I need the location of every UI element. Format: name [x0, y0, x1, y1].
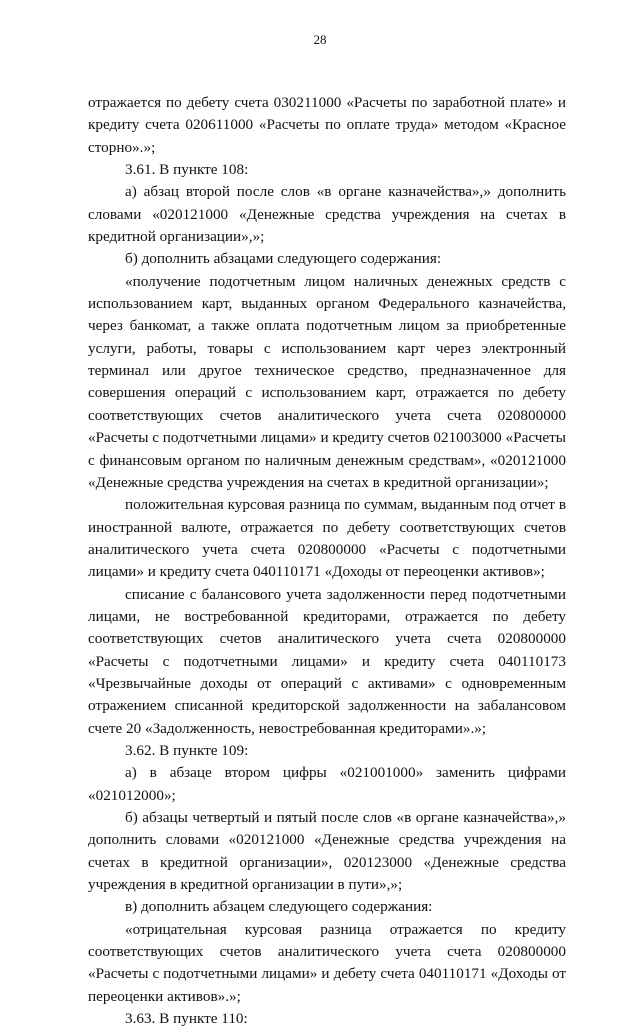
paragraph: «получение подотчетным лицом наличных денежных средств с использованием карт, выданных органом Федерального казначейства, через банкомат, а также оплата подотчетным лицом за приобретенные услуги, работы, товары с использованием карт через электронный терминал или другое техническое средство, предназначенное для совершения операций с использованием карт, отражается по дебету соответствующих счетов аналитического учета счета 020800000 «Расчеты с подотчетными лицами» и кредиту счетов 021003000 «Расчеты с финансовым органом по наличным денежным средствам», «020121000 «Денежные средства учреждения на счетах в кредитной организации»; [88, 272, 566, 491]
paragraph: б) абзацы четвертый и пятый после слов «в органе казначейства»,» дополнить словами «020121000 «Денежные средства учреждения на счетах в кредитной организации», 020123000 «Денежные средства учреждения в кредитной организации в пути»,»; [88, 809, 566, 894]
paragraph: положительная курсовая разница по суммам, выданным под отчет в иностранной валюте, отражается по дебету соответствующих счетов аналитического учета счета 020800000 «Расчеты с подотчетными лицами» и кредиту счета 040110171 «Доходы от переоценки активов»; [88, 496, 566, 581]
paragraph: 3.62. В пункте 109: [125, 741, 249, 759]
paragraph: 3.63. В пункте 110: [125, 1010, 248, 1028]
paragraph: а) в абзаце втором цифры «021001000» заменить цифрами «021012000»; [88, 764, 566, 804]
paragraph: 3.61. В пункте 108: [125, 161, 249, 179]
paragraph: отражается по дебету счета 030211000 «Расчеты по заработной плате» и кредиту счета 020611000 «Расчеты по оплате труда» методом «Красное сторно».»; [88, 94, 566, 156]
paragraph: списание с балансового учета задолженности перед подотчетными лицами, не востребованной кредиторами, отражается по дебету соответствующих счетов аналитического учета счета 020800000 «Расчеты с подотчетными лицами» и кредиту счета 040110173 «Чрезвычайные доходы от операций с активами» с одновременным отражением списанной кредиторской задолженности на забалансовом счете 20 «Задолженность, невостребованная кредиторами».»; [88, 585, 566, 737]
document-body [88, 92, 566, 1030]
paragraph: б) дополнить абзацами следующего содержания: [125, 250, 442, 268]
paragraph: а) абзац второй после слов «в органе казначейства»,» дополнить словами «020121000 «Денежные средства учреждения на счетах в кредитной организации»,»; [88, 183, 566, 246]
page-number: 28 [313, 32, 327, 47]
paragraph: в) дополнить абзацем следующего содержания: [125, 898, 433, 916]
paragraph: «отрицательная курсовая разница отражается по кредиту соответствующих счетов аналитического учета счета 020800000 «Расчеты с подотчетными лицами» и дебету счета 040110171 «Доходы от переоценки активов».»; [88, 920, 566, 1005]
